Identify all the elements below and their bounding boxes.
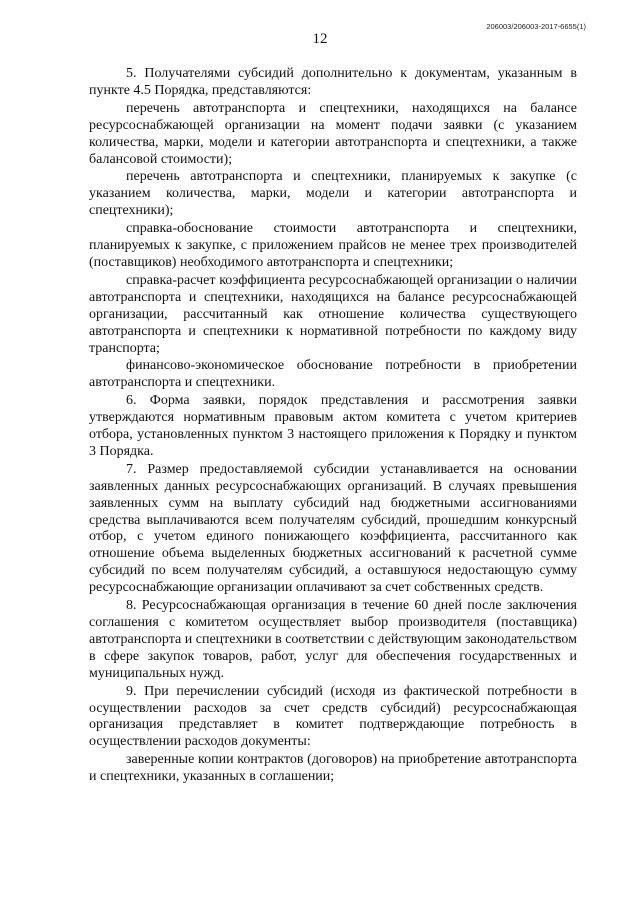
- list-item-cost-justification: справка-обоснование стоимости автотранспорта и спецтехники, планируемых к закупке, с приложением прайсов не менее трех производителей (поставщиков) необходимого автотранспорта и спецтехники;: [89, 221, 577, 270]
- list-item-financial-justification: финансово-экономическое обоснование потребности в приобретении автотранспорта и спецтехники.: [89, 358, 577, 391]
- list-item-coefficient-calculation: справка-расчет коэффициента ресурсоснабжающей организации о наличии автотранспорта и спецтехники, находящихся на балансе ресурсоснабжающей организации, рассчитанный как отношение количества существующего автотранспорта и спецтехники к нормативной потребности по каждому виду транспорта;: [89, 272, 577, 356]
- paragraph-7: 7. Размер предоставляемой субсидии устанавливается на основании заявленных данных ресурсоснабжающих организаций. В случаях превышения заявленных сумм на выплату субсидий над бюджетными ассигнованиями средства выплачиваются всем получателям субсидий, прошедшим конкурсный отбор, с учетом единого понижающего коэффициента, рассчитанного как отношение объема выделенных бюджетных ассигнований к расчетной сумме субсидий по всем получателям субсидий, а оставшуюся недостающую сумму ресурсоснабжающие организации оплачивают за счет собственных средств.: [89, 461, 577, 596]
- page-number: 12: [312, 31, 328, 47]
- paragraph-8: 8. Ресурсоснабжающая организация в течение 60 дней после заключения соглашения с комитетом осуществляет выбор производителя (поставщика) автотранспорта и спецтехники в соответствии с действующим законодательством в сфере закупок товаров, работ, услуг для обеспечения государственных и муниципальных нужд.: [89, 598, 577, 681]
- list-item-contract-copies: заверенные копии контрактов (договоров) на приобретение автотранспорта и спецтехники, указанных в соглашении;: [89, 752, 577, 785]
- list-item-planned-purchases: перечень автотранспорта и спецтехники, планируемых к закупке (с указанием количества, марки, модели и категории автотранспорта и спецтехники);: [89, 169, 577, 219]
- paragraph-5-intro: 5. Получателями субсидий дополнительно к документам, указанным в пункте 4.5 Порядка, представляются:: [89, 66, 577, 98]
- paragraph-6: 6. Форма заявки, порядок представления и рассмотрения заявки утверждаются нормативным правовым актом комитета с учетом критериев отбора, установленных пунктом 3 настоящего приложения к Порядку и пунктом 3 Порядка.: [89, 393, 577, 459]
- document-id: 206003/206003-2017-6655(1): [486, 22, 586, 31]
- document-body: [89, 66, 577, 787]
- list-item-vehicle-inventory: перечень автотранспорта и спецтехники, находящихся на балансе ресурсоснабжающей организации на момент подачи заявки (с указанием количества, марки, модели и категории автотранспорта и спецтехники, а также балансовой стоимости);: [89, 100, 577, 167]
- paragraph-9: 9. При перечислении субсидий (исходя из фактической потребности в осуществлении расходов за счет средств субсидий) ресурсоснабжающая организация представляет в комитет подтверждающие потребность в осуществлении расходов документы:: [89, 683, 577, 750]
